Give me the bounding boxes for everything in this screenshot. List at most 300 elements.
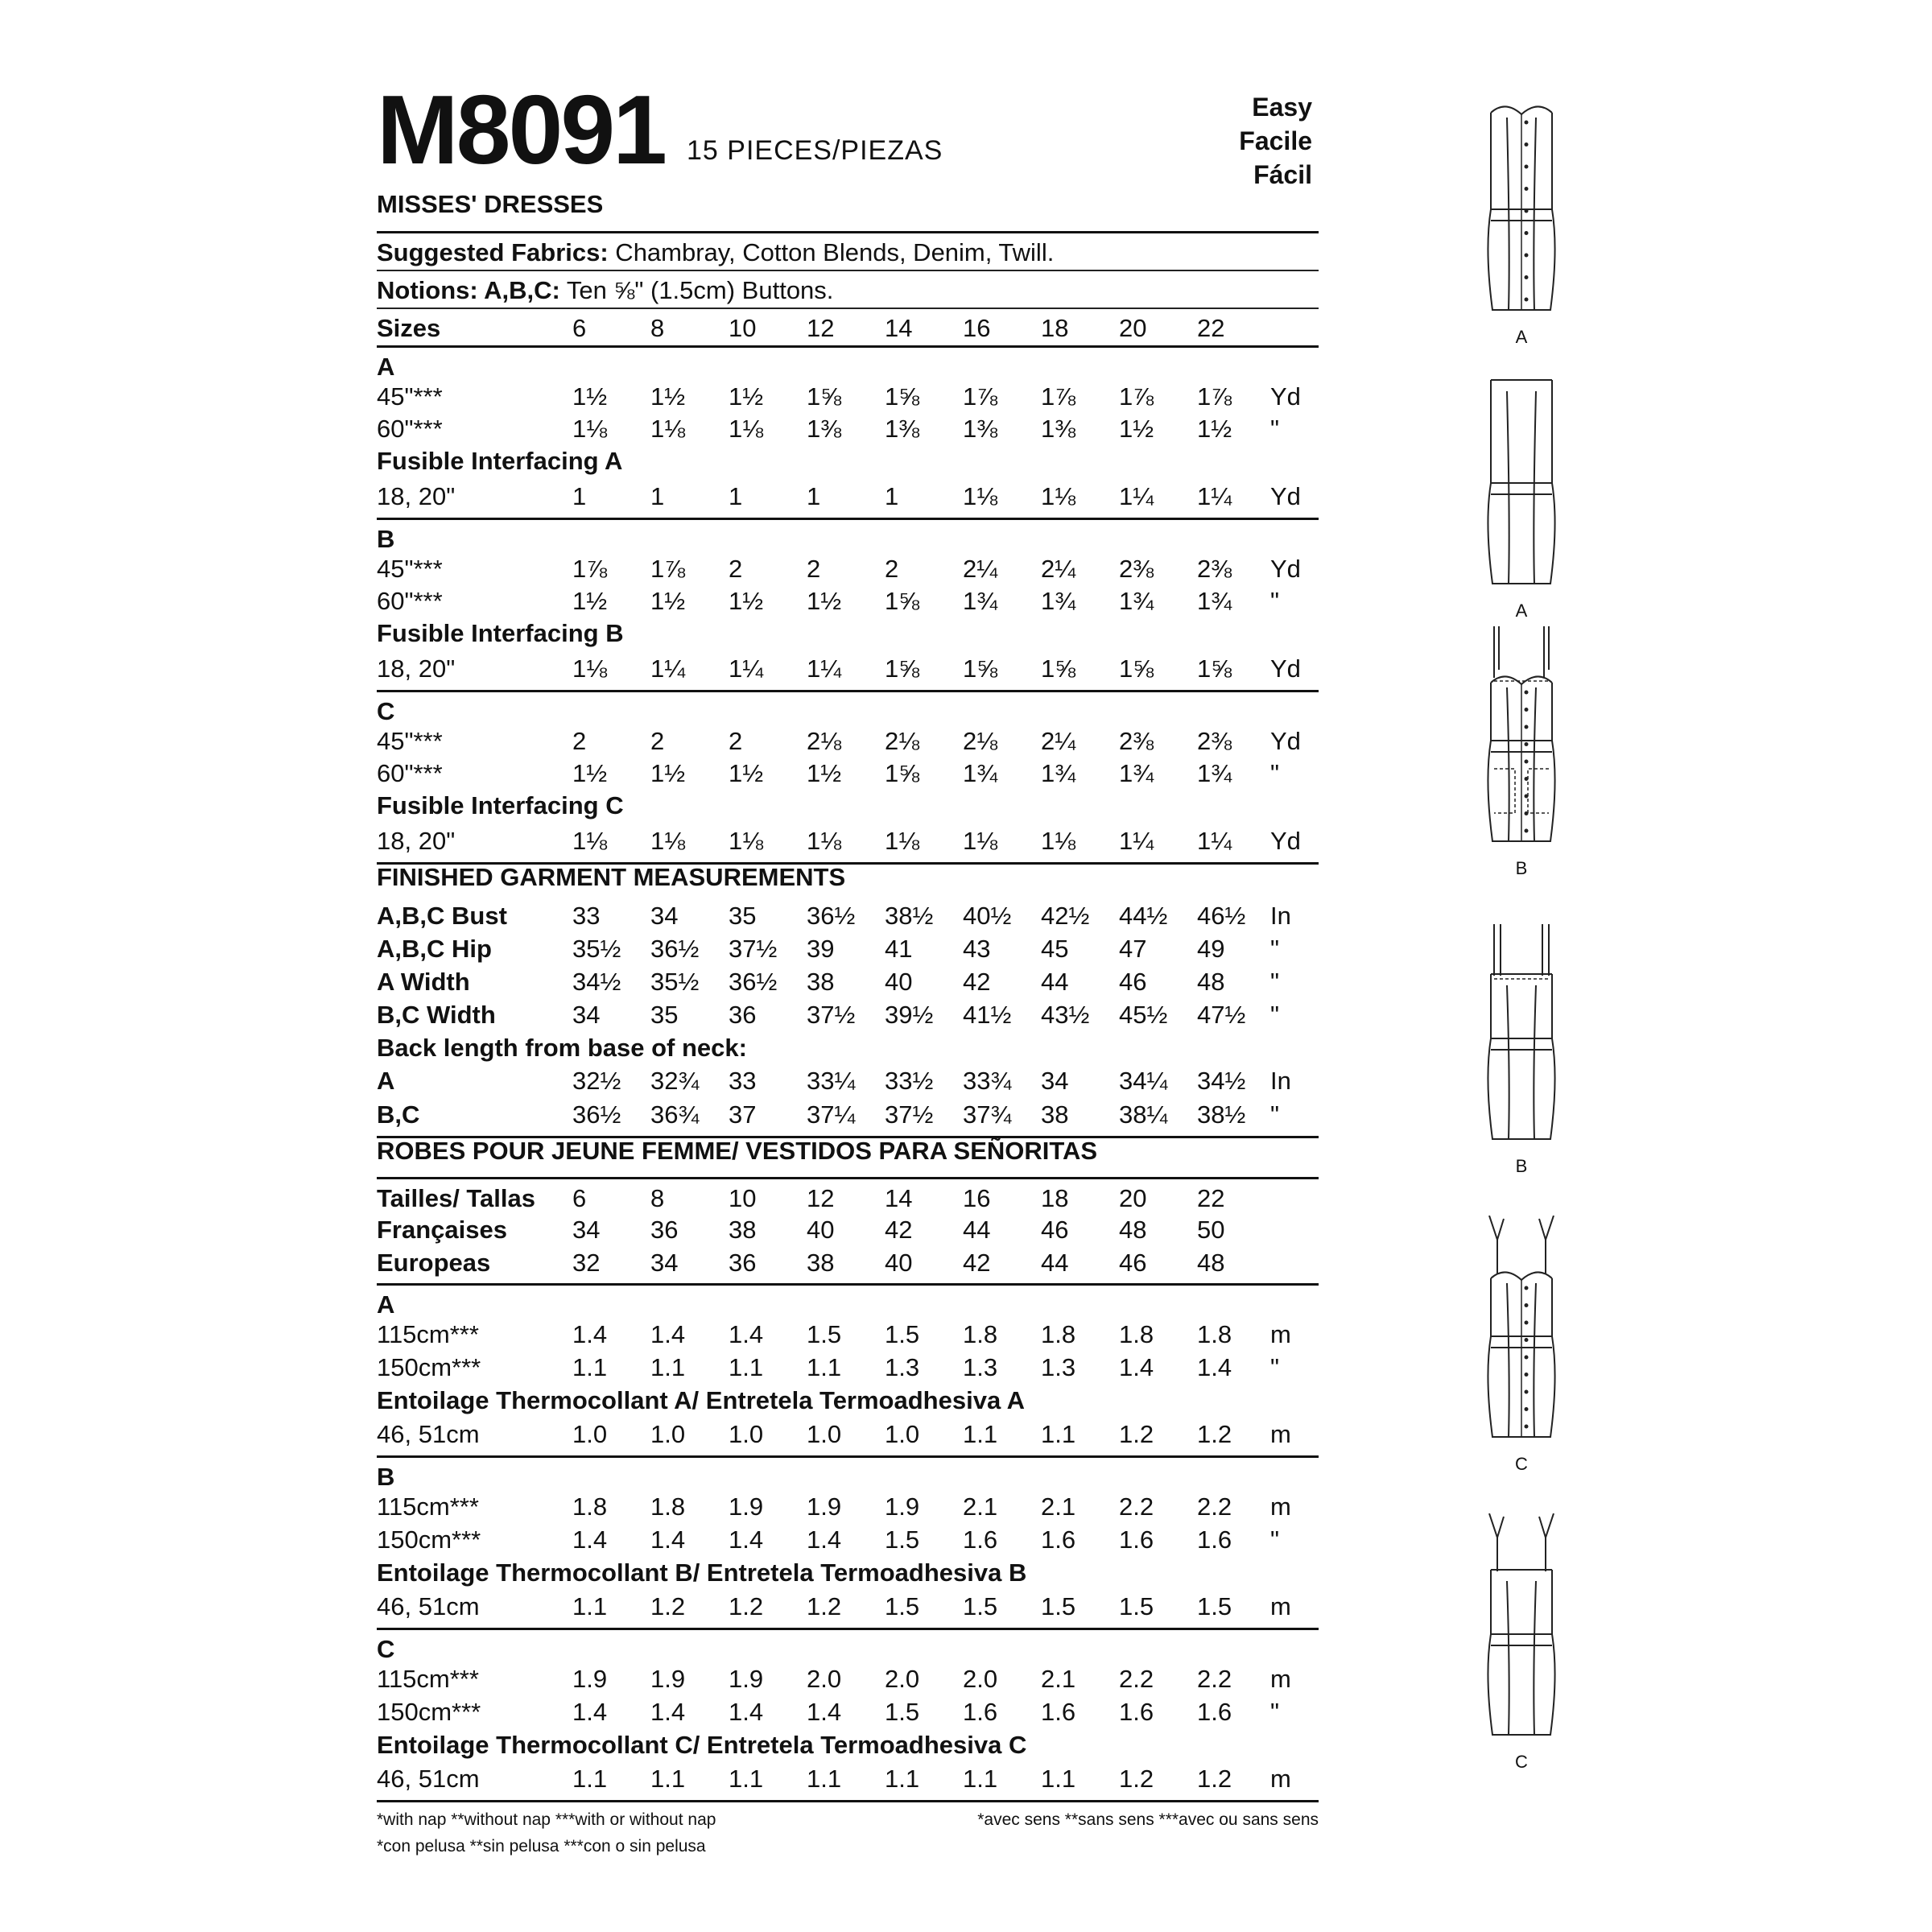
cell-value: 40 [885,968,913,996]
section-title-text: FINISHED GARMENT MEASUREMENTS [377,863,846,891]
cell-value: 36¾ [650,1100,700,1129]
unit-label: In [1270,902,1291,930]
cell-value: 1⅛ [650,415,686,443]
cell-value: 1⅛ [572,415,608,443]
cell-value: 1.4 [572,1320,608,1348]
cell-value: 36 [729,1001,757,1029]
cell-value: 2.1 [1041,1665,1076,1693]
cell-value: 36½ [729,968,778,996]
cell-value: 33½ [885,1067,934,1095]
section-title-text: ROBES POUR JEUNE FEMME/ VESTIDOS PARA SEÑORITAS [377,1137,1098,1165]
cell-value: 1.2 [807,1592,842,1620]
size-value: 20 [1119,314,1147,342]
row-label: B,C [377,1100,420,1129]
cell-value: 1¼ [1119,482,1154,510]
dress-sketch [1441,620,1602,878]
row-label: 46, 51cm [377,1765,480,1793]
cell-value: 33 [729,1067,757,1095]
cell-value: 1.2 [1197,1765,1232,1793]
interfacing-row [377,828,1319,865]
cell-value: 1.2 [729,1592,764,1620]
cell-value: 36 [650,1216,679,1244]
cell-value: 1⅝ [1041,654,1076,683]
view-letter: A [377,1290,395,1319]
cell-value: 1¼ [807,654,842,683]
unit-label: m [1270,1765,1291,1793]
cell-value: 1.5 [807,1320,842,1348]
unit-label: In [1270,1067,1291,1095]
metric-fabric-row [377,1666,1319,1699]
dress-illustration [1441,620,1602,853]
cell-value: 40½ [963,902,1012,930]
cell-value: 2.2 [1119,1492,1154,1521]
cell-value: 1.4 [729,1525,764,1554]
notions-value: Ten ⅝" (1.5cm) Buttons. [559,276,834,304]
unit-label: m [1270,1665,1291,1693]
view-heading [377,692,1319,729]
cell-value: 1.5 [885,1698,920,1726]
metric-fabric-row [377,1355,1319,1388]
cell-value: 34½ [572,968,621,996]
unit-label: " [1270,415,1280,443]
unit-label: Yd [1270,654,1301,683]
cell-value: 1.5 [1119,1592,1154,1620]
cell-value: 1.0 [807,1420,842,1448]
cell-value: 1⅞ [963,382,998,411]
cell-value: 34 [650,902,679,930]
notions [377,271,1319,309]
row-label: 18, 20" [377,827,456,855]
difficulty-rating [1208,90,1312,192]
dress-illustration [1441,1513,1602,1747]
cell-value: 1.4 [729,1320,764,1348]
cell-value: 18 [1041,1184,1069,1212]
title-misses-dresses [377,192,1319,233]
cell-value: 34 [572,1216,601,1244]
cell-value: 36½ [650,935,700,963]
cell-value: 2 [807,555,821,583]
row-label: Europeas [377,1249,491,1277]
cell-value: 36½ [572,1100,621,1129]
cell-value: 1.1 [572,1765,608,1793]
cell-value: 1 [885,482,899,510]
cell-value: 1.5 [1197,1592,1232,1620]
cell-value: 1⅛ [807,827,842,855]
metric-fabric-row [377,1322,1319,1355]
cell-value: 12 [807,1184,835,1212]
cell-value: 34 [650,1249,679,1277]
cell-value: 1.6 [963,1698,998,1726]
cell-value: 1½ [1119,415,1154,443]
measurement-row [377,903,1319,936]
cell-value: 2⅜ [1119,727,1154,755]
metric-interfacing-row [377,1594,1319,1630]
cell-value: 1.3 [963,1353,998,1381]
cell-value: 1.1 [963,1765,998,1793]
cell-value: 41 [885,935,913,963]
cell-value: 34½ [1197,1067,1246,1095]
unit-label: Yd [1270,555,1301,583]
cell-value: 34 [572,1001,601,1029]
cell-value: 37½ [807,1001,856,1029]
cell-value: 1¾ [1119,587,1154,615]
cell-value: 37 [729,1100,757,1129]
cell-value: 37¾ [963,1100,1012,1129]
cell-value: 6 [572,1184,587,1212]
interfacing-row [377,484,1319,520]
section-title-text: Entoilage Thermocollant C/ Entretela Termoadhesiva C [377,1731,1027,1759]
cell-value: 1.4 [807,1525,842,1554]
metric-interfacing-row [377,1422,1319,1458]
cell-value: 1.1 [650,1353,686,1381]
dress-illustration [1441,1216,1602,1449]
cell-value: 8 [650,1184,665,1212]
unit-label: " [1270,1100,1280,1129]
cell-value: 1.4 [807,1698,842,1726]
section-title-text: Fusible Interfacing B [377,619,624,647]
cell-value: 1¾ [963,587,998,615]
cell-value: 2.2 [1197,1492,1232,1521]
cell-value: 2⅜ [1197,727,1232,755]
cell-value: 38½ [1197,1100,1246,1129]
sketch-view-label: B [1515,858,1528,878]
back-length-row [377,1068,1319,1102]
metric-fabric-row [377,1699,1319,1732]
cell-value: 1¼ [1197,827,1232,855]
cell-value: 1.2 [1197,1420,1232,1448]
view-heading [377,1458,1319,1494]
section-title-text: Entoilage Thermocollant A/ Entretela Termoadhesiva A [377,1386,1026,1414]
cell-value: 1.0 [729,1420,764,1448]
cell-value: 33¼ [807,1067,856,1095]
cell-value: 1.1 [729,1353,764,1381]
size-value: 8 [650,314,665,342]
cell-value: 1⅛ [963,482,998,510]
back-length-row [377,1102,1319,1138]
cell-value: 2¼ [1041,555,1076,583]
fabric-row [377,588,1319,621]
size-value: 12 [807,314,835,342]
cell-value: 38¼ [1119,1100,1168,1129]
cell-value: 35½ [650,968,700,996]
dress-illustration [1441,362,1602,596]
suggested-fabrics-label: Suggested Fabrics: [377,238,609,266]
dress-sketch [1441,918,1602,1176]
cell-value: 10 [729,1184,757,1212]
view-letter: B [377,1463,395,1491]
size-value: 18 [1041,314,1069,342]
cell-value: 42½ [1041,902,1090,930]
cell-value: 2⅛ [807,727,842,755]
cell-value: 38 [807,968,835,996]
size-value: 22 [1197,314,1225,342]
cell-value: 1¾ [1041,587,1076,615]
difficulty-fr: Facile [1239,126,1312,155]
cell-value: 1⅛ [729,827,764,855]
cell-value: 32 [572,1249,601,1277]
suggested-fabrics-value: Chambray, Cotton Blends, Denim, Twill. [608,238,1055,266]
cell-value: 2.1 [1041,1492,1076,1521]
cell-value: 1⅝ [885,587,920,615]
intl-size-row [377,1179,1319,1217]
unit-label: m [1270,1320,1291,1348]
cell-value: 1⅛ [650,827,686,855]
cell-value: 2¼ [963,555,998,583]
cell-value: 38 [729,1216,757,1244]
row-label: 46, 51cm [377,1420,480,1448]
cell-value: 42 [963,968,991,996]
cell-value: 1⅝ [885,654,920,683]
section-title-text: Fusible Interfacing A [377,447,623,475]
cell-value: 1 [572,482,587,510]
row-label: 45"*** [377,382,443,411]
sketch-view-label: A [1515,327,1528,347]
cell-value: 1.6 [1197,1698,1232,1726]
unit-label: " [1270,759,1280,787]
cell-value: 1.4 [1119,1353,1154,1381]
cell-value: 1.1 [963,1420,998,1448]
cell-value: 2.2 [1197,1665,1232,1693]
cell-value: 38½ [885,902,934,930]
dress-sketch [1441,362,1602,621]
cell-value: 1⅝ [885,382,920,411]
cell-value: 37¼ [807,1100,856,1129]
cell-value: 1⅜ [885,415,920,443]
row-label: 150cm*** [377,1353,481,1381]
suggested-fabrics-text [377,240,1054,265]
cell-value: 1¾ [1197,759,1232,787]
footnote-es: *con pelusa **sin pelusa ***con o sin pelusa [377,1837,706,1856]
cell-value: 2 [650,727,665,755]
cell-value: 2.0 [807,1665,842,1693]
cell-value: 1½ [572,382,608,411]
cell-value: 1½ [729,587,764,615]
cell-value: 39½ [885,1001,934,1029]
cell-value: 1½ [1197,415,1232,443]
cell-value: 44½ [1119,902,1168,930]
cell-value: 1.1 [807,1353,842,1381]
cell-value: 44 [963,1216,991,1244]
footnotes-en-es [377,1806,716,1860]
cell-value: 2⅛ [963,727,998,755]
row-label: 45"*** [377,727,443,755]
row-label: A [377,1067,395,1095]
size-value: 6 [572,314,587,342]
cell-value: 32½ [572,1067,621,1095]
cell-value: 1½ [572,587,608,615]
cell-value: 1.1 [1041,1765,1076,1793]
interfacing-title [377,621,1319,656]
cell-value: 45½ [1119,1001,1168,1029]
unit-label: " [1270,1525,1280,1554]
metric-fabric-row [377,1494,1319,1527]
fabric-row [377,384,1319,416]
view-heading [377,1286,1319,1322]
cell-value: 1¾ [963,759,998,787]
dress-sketch [1441,89,1602,347]
cell-value: 49 [1197,935,1225,963]
cell-value: 2⅜ [1197,555,1232,583]
metric-interfacing-row [377,1766,1319,1802]
unit-label: " [1270,968,1280,996]
cell-value: 1¾ [1119,759,1154,787]
unit-label: Yd [1270,382,1301,411]
row-label: Tailles/ Tallas [377,1184,536,1212]
view-letter: C [377,697,395,725]
cell-value: 1½ [650,587,686,615]
cell-value: 1⅞ [572,555,608,583]
cell-value: 35 [729,902,757,930]
row-label: 45"*** [377,555,443,583]
unit-label: Yd [1270,827,1301,855]
dress-sketch [1441,1216,1602,1474]
cell-value: 1¼ [729,654,764,683]
unit-label: " [1270,1353,1280,1381]
cell-value: 1⅛ [729,415,764,443]
view-letter: C [377,1635,395,1663]
fabric-row [377,416,1319,448]
cell-value: 1¼ [1197,482,1232,510]
cell-value: 35½ [572,935,621,963]
cell-value: 1.2 [650,1592,686,1620]
cell-value: 46½ [1197,902,1246,930]
fabric-row [377,761,1319,793]
cell-value: 1.2 [1119,1765,1154,1793]
cell-value: 1.3 [1041,1353,1076,1381]
finished-measurements-title [377,865,1319,903]
title-fr-es [377,1138,1319,1179]
cell-value: 34¼ [1119,1067,1168,1095]
cell-value: 1.9 [572,1665,608,1693]
row-label: 18, 20" [377,482,456,510]
cell-value: 1.1 [885,1765,920,1793]
cell-value: 34 [1041,1067,1069,1095]
cell-value: 2⅛ [885,727,920,755]
interfacing-title [377,793,1319,828]
sketch-view-label: C [1515,1454,1528,1474]
cell-value: 1¾ [1041,759,1076,787]
cell-value: 1.8 [650,1492,686,1521]
sketch-view-label: C [1515,1752,1528,1772]
cell-value: 1 [807,482,821,510]
cell-value: 1.0 [572,1420,608,1448]
cell-value: 1⅞ [1041,382,1076,411]
cell-value: 1.1 [572,1592,608,1620]
cell-value: 1.4 [1197,1353,1232,1381]
interfacing-row [377,656,1319,692]
section-title-text: Fusible Interfacing C [377,791,624,819]
cell-value: 2.0 [963,1665,998,1693]
intl-size-row [377,1250,1319,1286]
back-length-title [377,1035,1319,1068]
row-label: 115cm*** [377,1492,479,1521]
cell-value: 1.0 [650,1420,686,1448]
row-label: A,B,C Bust [377,902,507,930]
cell-value: 1.5 [885,1592,920,1620]
cell-value: 1⅞ [1197,382,1232,411]
row-label: 150cm*** [377,1698,481,1726]
view-letter: B [377,525,395,553]
pattern-number: M8091 [377,75,666,184]
metric-interfacing-title [377,1560,1319,1594]
notions-label: Notions: A,B,C: [377,276,560,304]
cell-value: 50 [1197,1216,1225,1244]
cell-value: 2 [572,727,587,755]
cell-value: 1.6 [1197,1525,1232,1554]
fabric-row [377,729,1319,761]
dress-sketch [1441,1513,1602,1772]
cell-value: 46 [1119,1249,1147,1277]
sketch-view-label: A [1515,601,1528,621]
cell-value: 1.1 [729,1765,764,1793]
row-label: 115cm*** [377,1665,479,1693]
measurement-row [377,969,1319,1002]
cell-value: 14 [885,1184,913,1212]
cell-value: 1.6 [1041,1525,1076,1554]
cell-value: 32¾ [650,1067,700,1095]
cell-value: 1⅛ [885,827,920,855]
cell-value: 38 [807,1249,835,1277]
footnotes-fr [926,1806,1319,1833]
section-title-text: Entoilage Thermocollant B/ Entretela Termoadhesiva B [377,1558,1027,1587]
cell-value: 1.4 [650,1698,686,1726]
section-title-text: Back length from base of neck: [377,1034,747,1062]
unit-label: m [1270,1592,1291,1620]
cell-value: 1.9 [650,1665,686,1693]
cell-value: 1.8 [963,1320,998,1348]
cell-value: 1.1 [807,1765,842,1793]
view-heading [377,520,1319,556]
difficulty-es: Fácil [1253,160,1312,189]
cell-value: 1.6 [963,1525,998,1554]
cell-value: 1.4 [729,1698,764,1726]
cell-value: 16 [963,1184,991,1212]
cell-value: 47 [1119,935,1147,963]
row-label: 60"*** [377,415,443,443]
piece-count: 15 PIECES/PIEZAS [687,135,943,166]
cell-value: 46 [1119,968,1147,996]
cell-value: 1⅝ [1197,654,1232,683]
cell-value: 2⅜ [1119,555,1154,583]
size-value: 10 [729,314,757,342]
row-label: 115cm*** [377,1320,479,1348]
cell-value: 33 [572,902,601,930]
cell-value: 1.8 [1197,1320,1232,1348]
dress-illustration [1441,89,1602,322]
cell-value: 1½ [650,759,686,787]
cell-value: 2 [885,555,899,583]
cell-value: 1⅛ [963,827,998,855]
cell-value: 36½ [807,902,856,930]
cell-value: 1.9 [885,1492,920,1521]
fabric-row [377,556,1319,588]
cell-value: 35 [650,1001,679,1029]
cell-value: 1⅝ [807,382,842,411]
measurement-row [377,1002,1319,1035]
cell-value: 46 [1041,1216,1069,1244]
cell-value: 1.5 [1041,1592,1076,1620]
cell-value: 1⅛ [1041,827,1076,855]
suggested-fabrics [377,233,1319,271]
cell-value: 1¼ [650,654,686,683]
cell-value: 1.4 [650,1525,686,1554]
row-label: B,C Width [377,1001,496,1029]
row-label: Françaises [377,1216,507,1244]
cell-value: 1.5 [885,1525,920,1554]
unit-label: " [1270,587,1280,615]
cell-value: 36 [729,1249,757,1277]
cell-value: 42 [885,1216,913,1244]
